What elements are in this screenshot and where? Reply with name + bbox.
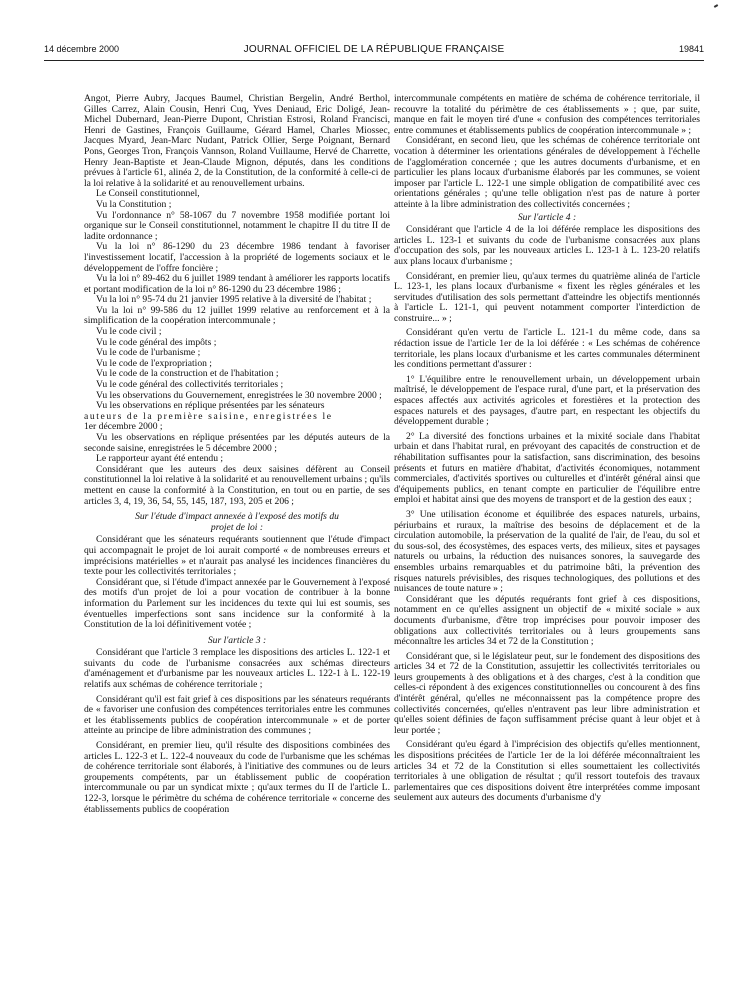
section-heading: Sur l'article 4 :: [517, 211, 577, 223]
section-heading: Sur l'article 3 :: [207, 634, 267, 646]
paragraph: Vu la loi n° 86-1290 du 23 décembre 1986 tendant à favoriser l'investissement locatif, l'accession à la propriété de logements sociaux et le développement de l'offre foncière ;: [84, 241, 390, 274]
paragraph: Vu le code de la construction et de l'habitation ;: [96, 368, 279, 380]
paragraph: Considérant qu'eu égard à l'imprécision des objectifs qu'elles mentionnent, les dispositions précitées de l'article 1er de la loi déférée méconnaîtraient les articles 34 et 72 de la Constitution si elles soumettaient les collectivités territoriales à une obligation de résultat ; qu'il ressort toutefois des travaux parlementaires que ces dispositions doivent être interprétées comme imposant seulement aux auteurs des documents d'urbanisme d'y: [394, 739, 700, 804]
paragraph: Vu le code de l'urbanisme ;: [96, 347, 201, 359]
paragraph: 2° La diversité des fonctions urbaines et la mixité sociale dans l'habitat urbain et dans l'habitat rural, en prévoyant des capacités de construction et de réhabilitation suffisantes pour la satisfaction, sans discrimination, des besoins présents et futurs en matière d'habitat, d'activités économiques, notamment commerciales, d'activités sportives ou culturelles et d'intérêt général ainsi que d'équipements publics, en tenant compte en particulier de l'équilibre entre emploi et habitat ainsi que des moyens de transport et de la gestion des eaux ;: [394, 430, 700, 506]
paragraph: Considérant qu'en vertu de l'article L. 121-1 du même code, dans sa rédaction issue de l'article 1er de la loi déférée : « Les schémas de cohérence territoriale, les plans locaux d'urbanisme et les cartes communales déterminent les conditions permettant d'assurer :: [394, 327, 700, 371]
header-rule: [44, 60, 704, 61]
paragraph: Vu le code de l'expropriation ;: [96, 357, 212, 369]
paragraph: Vu la loi n° 99-586 du 12 juillet 1999 relative au renforcement et à la simplification de la coopération intercommunale ;: [84, 304, 390, 327]
left-column: [84, 94, 390, 982]
paragraph: Vu les observations en réplique présentées par les députés auteurs de la seconde saisine, enregistrées le 5 décembre 2000 ;: [84, 432, 390, 454]
paragraph: Considérant que les sénateurs requérants soutiennent que l'étude d'impact qui accompagnait le projet de loi aurait comporté « de nombreuses erreurs et imprécisions matérielles » et n'aurait pas analysé les incidences financières du texte pour les collectivités territoriales ;: [84, 534, 390, 578]
paragraph: Vu les observations en réplique présentées par les sénateurs: [96, 400, 325, 412]
section-heading-line: Sur l'étude d'impact annexée à l'exposé des motifs du: [135, 511, 339, 523]
page-header: [44, 44, 704, 58]
paragraph: Considérant que l'article 4 de la loi déférée remplace les dispositions des articles L. 123-1 et suivants du code de l'urbanisme consacrées aux plans d'occupation des sols, par les nouveaux articles L. 123-1 à L. 123-20 relatifs aux plans locaux d'urbanisme ;: [394, 224, 700, 267]
paragraph: 1er décembre 2000 ;: [84, 421, 163, 433]
paragraph: Vu la Constitution ;: [96, 198, 172, 210]
paragraph: 1° L'équilibre entre le renouvellement urbain, un développement urbain maîtrisé, le développement de l'espace rural, d'une part, et la préservation des espaces affectés aux activités agricoles et forestières et la protection des espaces naturels et des paysages, d'autre part, en respectant les objectifs du développement durable ;: [394, 373, 700, 428]
header-date: 14 décembre 2000: [44, 44, 120, 54]
paragraph: 3° Une utilisation économe et équilibrée des espaces naturels, urbains, périurbains et ruraux, la maîtrise des besoins de déplacement et de la circulation automobile, la préservation de la qualité de l'air, de l'eau, du sol et du sous-sol, des écosystèmes, des espaces verts, des milieux, sites et paysages naturels ou urbains, la réduction des nuisances sonores, la sauvegarde des ensembles urbains remarquables et du patrimoine bâti, la prévention des risques naturels prévisibles, des risques technologiques, des pollutions et des nuisances de toute nature » ;: [394, 508, 700, 595]
right-column: [394, 94, 700, 982]
paragraph: auteurs de la première saisine, enregistrées le: [84, 410, 333, 422]
paragraph: Considérant, en premier lieu, qu'aux termes du quatrième alinéa de l'article L. 123-1, les plans locaux d'urbanisme « fixent les règles générales et les servitudes d'utilisation des sols permettant d'atteindre les objectifs mentionnés à l'article L. 121-1, qui peuvent notamment comporter l'interdiction de construire... » ;: [394, 270, 700, 324]
corner-mark: [714, 4, 718, 8]
paragraph: Considérant, en premier lieu, qu'il résulte des dispositions combinées des articles L. 122-3 et L. 122-4 nouveaux du code de l'urbanisme que les schémas de cohérence territoriale sont élaborés, à l'initiative des communes ou de leurs groupements compétents, par un établissement public de coopération intercommunale ou par un syndicat mixte ; qu'aux termes du II de l'article L. 122-3, lorsque le périmètre du schéma de cohérence territoriale « concerne des établissements publics de coopération: [84, 740, 390, 815]
paragraph: Vu le code général des impôts ;: [96, 336, 217, 348]
paragraph: Considérant que l'article 3 remplace les dispositions des articles L. 122-1 et suivants du code de l'urbanisme consacrées aux schémas directeurs d'aménagement et d'urbanisme par les nouveaux articles L. 122-1 à L. 122-19 relatifs aux schémas de cohérence territoriale ;: [84, 647, 390, 691]
paragraph: Vu la loi n° 89-462 du 6 juillet 1989 tendant à améliorer les rapports locatifs et portant modification de la loi n° 86-1290 du 23 décembre 1986 ;: [84, 273, 390, 295]
paragraph: Vu le code civil ;: [96, 326, 162, 338]
paragraph: Vu l'ordonnance n° 58-1067 du 7 novembre 1958 modifiée portant loi organique sur le Conseil constitutionnel, notamment le chapitre II du titre II de ladite ordonnance ;: [84, 209, 390, 242]
paragraph: Vu le code général des collectivités territoriales ;: [96, 379, 284, 391]
section-heading: [84, 512, 390, 533]
paragraph: Le Conseil constitutionnel,: [96, 188, 200, 200]
paragraph: Le rapporteur ayant été entendu ;: [96, 453, 224, 465]
paragraph: intercommunale compétents en matière de schéma de cohérence territoriale, il recouvre la totalité du périmètre de ces établissements » ; que, par suite, manque en fait le moyen tiré d'une « confusion des compétences territoriales entre communes et établissements publics de coopération intercommunale » ;: [394, 94, 700, 136]
paragraph: Considérant qu'il est fait grief à ces dispositions par les sénateurs requérants de « favoriser une confusion des compétences territoriales entre les communes et les établissements publics de coopération intercommunale » et de porter atteinte au principe de libre administration des communes ;: [84, 693, 390, 737]
paragraph: Considérant que, si le législateur peut, sur le fondement des dispositions des articles 34 et 72 de la Constitution, assujettir les collectivités territoriales ou leurs groupements à des obligations et à des charges, c'est à la condition que celles-ci répondent à des exigences constitutionnelles ou concourent à des fins d'intérêt général, qu'elles ne méconnaissent pas la compétence propre des collectivités concernées, qu'elles n'entravent pas leur libre administration et qu'elles soient définies de façon suffisamment précise quant à leur objet et à leur portée ;: [394, 650, 700, 736]
paragraph: Angot, Pierre Aubry, Jacques Baumel, Christian Bergelin, André Berthol, Gilles Carrez, Alain Cousin, Henri Cuq, Yves Deniaud, Eric Doligé, Jean-Michel Dubernard, Jean-Pierre Dupont, Christian Estrosi, Roland Francisci, Henri de Gastines, François Guillaume, Gérard Hamel, Charles Miossec, Jacques Myard, Jean-Marc Nudant, Patrick Ollier, Serge Poignant, Bernard Pons, Georges Tron, François Vannson, Roland Vuillaume, Hervé de Charrette, Henry Jean-Baptiste et Jean-Claude Mignon, députés, dans les conditions prévues à l'article 61, alinéa 2, de la Constitution, de la conformité à celle-ci de la loi relative à la solidarité et au renouvellement urbains.: [84, 94, 390, 189]
paragraph: Considérant que les députés requérants font grief à ces dispositions, notamment en ce qu'elles assignent un objectif de « mixité sociale » aux documents d'urbanisme, d'être trop imprécises pour pouvoir imposer des obligations aux collectivités territoriales ou à leurs groupements sans méconnaître les articles 34 et 72 de la Constitution ;: [394, 593, 700, 648]
section-heading-line: projet de loi :: [210, 521, 264, 533]
paragraph: Considérant que les auteurs des deux saisines défèrent au Conseil constitutionnel la loi relative à la solidarité et au renouvellement urbains ; qu'ils mettent en cause la conformité à la Constitution, en tout ou en partie, de ses articles 3, 4, 19, 36, 54, 55, 145, 187, 193, 205 et 206 ;: [84, 463, 390, 507]
paragraph: Vu la loi n° 95-74 du 21 janvier 1995 relative à la diversité de l'habitat ;: [96, 294, 372, 306]
paragraph: Considérant que, si l'étude d'impact annexée par le Gouvernement à l'exposé des motifs d'un projet de loi a pour vocation de contribuer à la bonne information du Parlement sur les incidences du texte qui lui est soumis, ses éventuelles imperfections sont sans incidence sur la conformité à la Constitution de la loi définitivement votée ;: [84, 576, 390, 631]
paragraph: Vu les observations du Gouvernement, enregistrées le 30 novembre 2000 ;: [96, 389, 382, 401]
paragraph: Considérant, en second lieu, que les schémas de cohérence territoriale ont vocation à déterminer les orientations générales de développement à l'échelle de l'agglomération concernée ; que les autres documents d'urbanisme, et en particulier les plans locaux d'urbanisme élaborés par les communes, se voient imposer par l'article L. 122-1 une simple obligation de compatibilité avec ces orientations générales ; qu'une telle obligation n'est pas de nature à porter atteinte à la libre administration des collectivités concernées ;: [394, 135, 700, 210]
header-page-number: 19841: [678, 44, 704, 54]
header-title: JOURNAL OFFICIEL DE LA RÉPUBLIQUE FRANÇAISE: [243, 44, 505, 55]
